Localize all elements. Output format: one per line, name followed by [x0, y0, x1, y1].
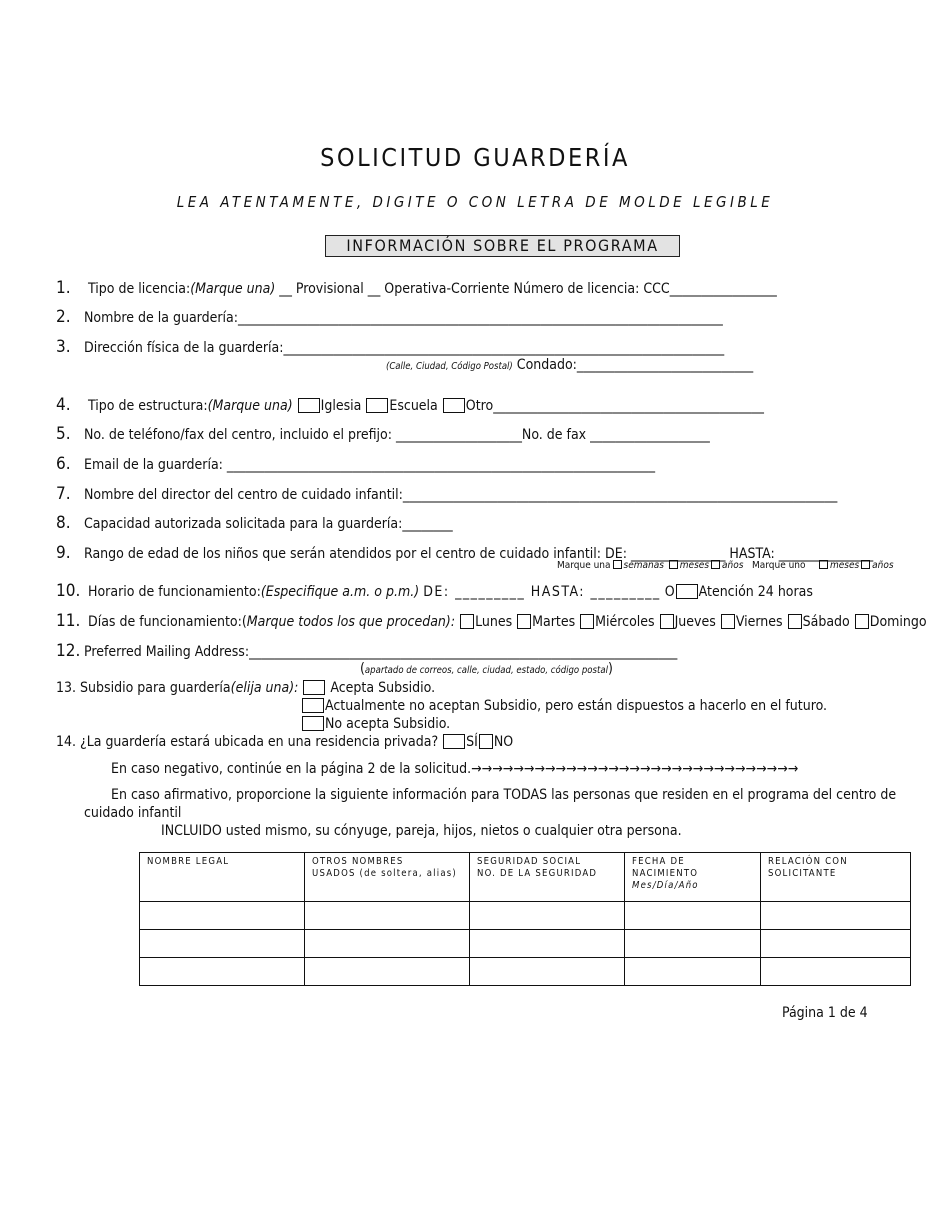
saturday-checkbox[interactable]: [788, 614, 802, 629]
table-cell[interactable]: [140, 958, 305, 986]
address-hint-row: (Calle, Ciudad, Código Postal) Condado:____________________________: [386, 357, 754, 373]
table-cell[interactable]: [625, 902, 761, 930]
24-hour-checkbox[interactable]: [676, 584, 698, 599]
affirmative-instruction-cont: cuidado infantil: [84, 805, 182, 821]
residence-yes-checkbox[interactable]: [443, 734, 465, 749]
question-13: 13. Subsidio para guardería(elija una): Acepta Subsidio.: [56, 680, 436, 696]
capacity-field[interactable]: Capacidad autorizada solicitada para la guardería:________: [84, 516, 453, 532]
question-4: 4. Tipo de estructura:(Marque una) Iglesia Escuela Otro___________________________________________: [56, 395, 764, 415]
from-weeks-checkbox[interactable]: [613, 560, 622, 569]
table-cell[interactable]: [140, 930, 305, 958]
table-cell[interactable]: [305, 902, 470, 930]
mailing-address-field[interactable]: Preferred Mailing Address:____________________________________________________________________: [84, 644, 678, 660]
table-cell[interactable]: [470, 902, 625, 930]
monday-checkbox[interactable]: [460, 614, 474, 629]
table-cell[interactable]: [761, 958, 911, 986]
question-8: 8. Capacidad autorizada solicitada para la guardería:________: [56, 513, 453, 533]
subsidy-option-no: No acepta Subsidio.: [301, 716, 450, 732]
form-title: SOLICITUD GUARDERÍA: [320, 143, 630, 172]
friday-checkbox[interactable]: [721, 614, 735, 629]
facility-name-field[interactable]: Nombre de la guardería:_____________________________________________________________________________: [84, 310, 723, 326]
question-3: 3. Dirección física de la guardería:______________________________________________________________________: [56, 337, 725, 357]
sunday-checkbox[interactable]: [855, 614, 869, 629]
email-field[interactable]: Email de la guardería: ____________________________________________________________________: [84, 457, 656, 473]
question-5: 5. No. de teléfono/fax del centro, incluido el prefijo: ____________________No. de fax ___________________: [56, 424, 710, 444]
table-cell[interactable]: [305, 958, 470, 986]
header-legal-name: NOMBRE LEGAL: [140, 853, 305, 902]
question-7: 7. Nombre del director del centro de cuidado infantil:_____________________________________________________________________: [56, 484, 838, 504]
table-row: [140, 958, 911, 986]
from-years-checkbox[interactable]: [711, 560, 720, 569]
question-11: 11. Días de funcionamiento:(Marque todos los que procedan): Lunes Martes Miércoles Jueves Viernes Sábado Domingo: [56, 611, 927, 631]
section-heading: INFORMACIÓN SOBRE EL PROGRAMA: [325, 235, 680, 257]
page-number: Página 1 de 4: [782, 1005, 868, 1021]
table-header-row: [140, 853, 911, 902]
table-cell[interactable]: [761, 902, 911, 930]
other-structure-field[interactable]: Otro___________________________________________: [465, 398, 764, 414]
church-checkbox[interactable]: [298, 398, 320, 413]
table-cell[interactable]: [625, 958, 761, 986]
header-ssn: SEGURIDAD SOCIAL NO. DE LA SEGURIDAD: [470, 853, 625, 902]
question-12: 12. Preferred Mailing Address:____________________________________________________________________: [56, 641, 678, 661]
table-cell[interactable]: [140, 902, 305, 930]
question-14: 14. ¿La guardería estará ubicada en una residencia privada? SÍ NO: [56, 734, 514, 750]
table-cell[interactable]: [470, 930, 625, 958]
wednesday-checkbox[interactable]: [580, 614, 594, 629]
physical-address-field[interactable]: Dirección física de la guardería:______________________________________________________________________: [84, 340, 725, 356]
question-9: 9. Rango de edad de los niños que serán atendidos por el centro de cuidado infantil: DE: _______________ HASTA: _______________: [56, 543, 874, 563]
table-cell[interactable]: [470, 958, 625, 986]
header-relationship: RELACIÓN CON SOLICITANTE: [761, 853, 911, 902]
director-name-field[interactable]: Nombre del director del centro de cuidado infantil:_____________________________________________________________________: [84, 487, 838, 503]
accept-subsidy-checkbox[interactable]: [303, 680, 325, 695]
table-cell[interactable]: [761, 930, 911, 958]
county-field[interactable]: Condado:____________________________: [516, 357, 754, 373]
question-10: 10. Horario de funcionamiento:(Especifique a.m. o p.m.) DE: _________ HASTA: _________ O Atención 24 horas: [56, 581, 813, 601]
table-cell[interactable]: [625, 930, 761, 958]
age-unit-row: Marque una semanas meses años Marque uno meses años: [557, 560, 894, 571]
mailing-hint-row: (apartado de correos, calle, ciudad, estado, código postal): [360, 661, 613, 677]
table-cell[interactable]: [305, 930, 470, 958]
other-checkbox[interactable]: [443, 398, 465, 413]
to-years-checkbox[interactable]: [861, 560, 870, 569]
residents-table: [139, 852, 911, 986]
thursday-checkbox[interactable]: [660, 614, 674, 629]
tuesday-checkbox[interactable]: [517, 614, 531, 629]
school-checkbox[interactable]: [366, 398, 388, 413]
header-birth-date: FECHA DE NACIMIENTO Mes/Día/Año: [625, 853, 761, 902]
license-provisional-option[interactable]: __ Provisional: [279, 281, 364, 297]
negative-instruction: En caso negativo, continúe en la página 2 de la solicitud.→→→→→→→→→→→→→→→→→→→→→→→→→→→→→→→: [111, 761, 799, 777]
question-2: 2. Nombre de la guardería:_____________________________________________________________________________: [56, 307, 723, 327]
table-row: [140, 902, 911, 930]
phone-fax-field[interactable]: No. de teléfono/fax del centro, incluido el prefijo: ____________________No. de fax ___________________: [84, 427, 710, 443]
affirmative-instruction: En caso afirmativo, proporcione la siguiente información para TODAS las personas que residen en el programa del centro de: [111, 787, 897, 803]
future-subsidy-checkbox[interactable]: [302, 698, 324, 713]
question-1: 1. Tipo de licencia:(Marque una) __ Provisional __ Operativa-Corriente Número de licencia: CCC_________________: [56, 278, 777, 298]
from-months-checkbox[interactable]: [669, 560, 678, 569]
subsidy-option-future: Actualmente no aceptan Subsidio, pero están dispuestos a hacerlo en el futuro.: [301, 698, 827, 714]
header-other-names: OTROS NOMBRES USADOS (de soltera, alias): [305, 853, 470, 902]
residence-no-checkbox[interactable]: [479, 734, 493, 749]
no-subsidy-checkbox[interactable]: [302, 716, 324, 731]
license-number-field[interactable]: Número de licencia: CCC_________________: [513, 281, 777, 297]
hours-field[interactable]: DE: _________ HASTA: _________: [423, 584, 661, 600]
age-range-field[interactable]: Rango de edad de los niños que serán atendidos por el centro de cuidado infantil: DE: _______________ HASTA: _______________: [84, 546, 874, 562]
to-months-checkbox[interactable]: [819, 560, 828, 569]
form-subtitle: LEA ATENTAMENTE, DIGITE O CON LETRA DE MOLDE LEGIBLE: [176, 193, 774, 211]
table-row: [140, 930, 911, 958]
question-6: 6. Email de la guardería: ____________________________________________________________________: [56, 454, 656, 474]
included-note: INCLUIDO usted mismo, su cónyuge, pareja, hijos, nietos o cualquier otra persona.: [161, 823, 682, 839]
license-operating-option[interactable]: __ Operativa-Corriente: [367, 281, 510, 297]
